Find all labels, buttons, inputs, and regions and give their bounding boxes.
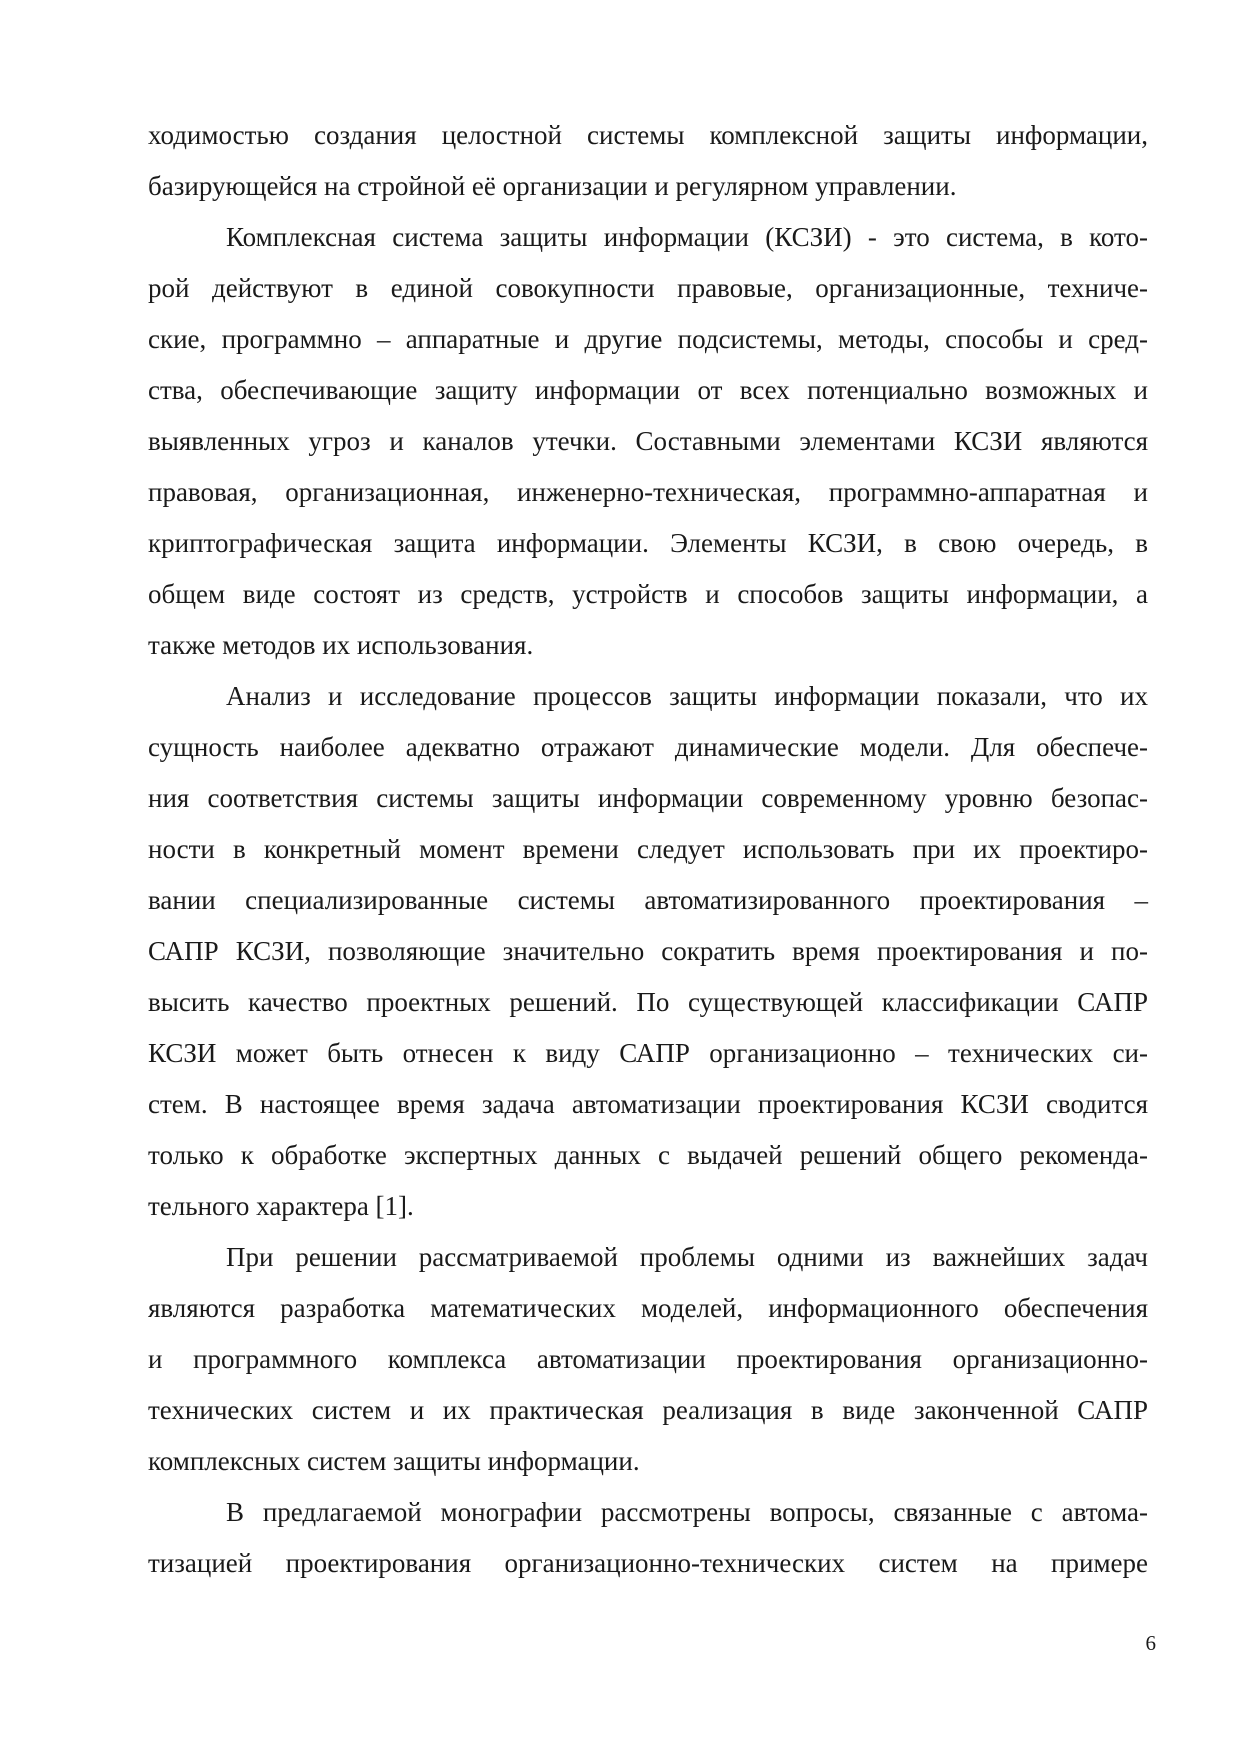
text-line: ности в конкретный момент времени следует использовать при их проектиро- xyxy=(148,834,1148,864)
text-line: тизацией проектирования организационно-технических систем на примере xyxy=(148,1548,1148,1578)
text-line: ства, обеспечивающие защиту информации от всех потенциально возможных и xyxy=(148,375,1148,405)
text-line: КСЗИ может быть отнесен к виду САПР организационно – технических си- xyxy=(148,1038,1148,1068)
text-line: только к обработке экспертных данных с выдачей решений общего рекоменда- xyxy=(148,1140,1148,1170)
text-line: В предлагаемой монографии рассмотрены вопросы, связанные с автома- xyxy=(226,1497,1148,1527)
text-line: вании специализированные системы автоматизированного проектирования – xyxy=(148,885,1148,915)
text-line: Анализ и исследование процессов защиты информации показали, что их xyxy=(226,681,1148,711)
text-line: Комплексная система защиты информации (КСЗИ) - это система, в кото- xyxy=(226,222,1148,252)
text-line: криптографическая защита информации. Элементы КСЗИ, в свою очередь, в xyxy=(148,528,1148,558)
text-line: являются разработка математических моделей, информационного обеспечения xyxy=(148,1293,1148,1323)
text-line: ния соответствия системы защиты информации современному уровню безопас- xyxy=(148,783,1148,813)
text-line: также методов их использования. xyxy=(148,630,534,660)
text-line: правовая, организационная, инженерно-техническая, программно-аппаратная и xyxy=(148,477,1148,507)
text-line: САПР КСЗИ, позволяющие значительно сократить время проектирования и по- xyxy=(148,936,1148,966)
text-line: тельного характера [1]. xyxy=(148,1191,414,1221)
body-text xyxy=(148,110,1148,1589)
text-line: выявленных угроз и каналов утечки. Составными элементами КСЗИ являются xyxy=(148,426,1148,456)
text-line: стем. В настоящее время задача автоматизации проектирования КСЗИ сводится xyxy=(148,1089,1148,1119)
text-line: базирующейся на стройной её организации и регулярном управлении. xyxy=(148,171,957,201)
page-number: 6 xyxy=(1145,1631,1156,1655)
text-line: сущность наиболее адекватно отражают динамические модели. Для обеспече- xyxy=(148,732,1148,762)
text-line: технических систем и их практическая реализация в виде законченной САПР xyxy=(148,1395,1148,1425)
text-line: При решении рассматриваемой проблемы одними из важнейших задач xyxy=(226,1242,1148,1272)
text-line: рой действуют в единой совокупности правовые, организационные, техниче- xyxy=(148,273,1148,303)
text-line: высить качество проектных решений. По существующей классификации САПР xyxy=(148,987,1148,1017)
text-line: ходимостью создания целостной системы комплексной защиты информации, xyxy=(148,120,1148,150)
text-line: ские, программно – аппаратные и другие подсистемы, методы, способы и сред- xyxy=(148,324,1148,354)
text-line: общем виде состоят из средств, устройств и способов защиты информации, а xyxy=(148,579,1148,609)
text-line: и программного комплекса автоматизации проектирования организационно- xyxy=(148,1344,1148,1374)
text-line: комплексных систем защиты информации. xyxy=(148,1446,640,1476)
